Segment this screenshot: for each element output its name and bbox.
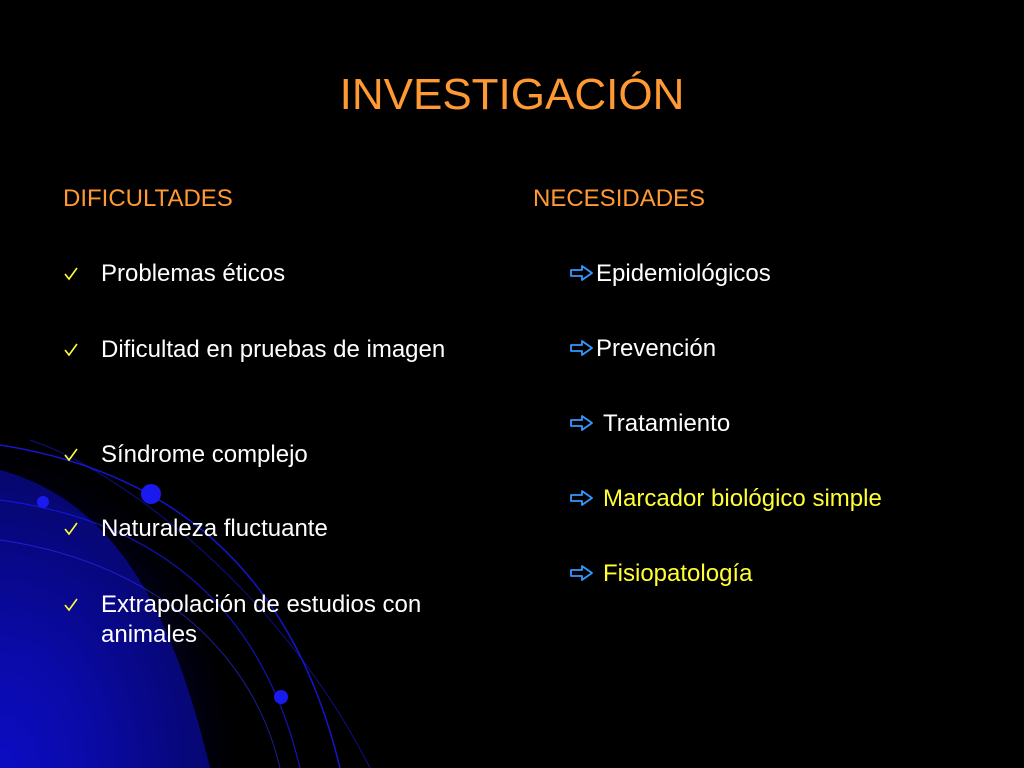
need-label: Fisiopatología xyxy=(603,560,753,587)
check-icon xyxy=(63,259,79,289)
check-icon xyxy=(63,335,79,365)
difficulties-heading: DIFICULTADES xyxy=(63,185,233,212)
decorative-dot xyxy=(37,496,49,508)
needs-heading: NECESIDADES xyxy=(533,185,706,212)
need-label: Tratamiento xyxy=(603,410,731,437)
difficulty-label: Síndrome complejo xyxy=(101,441,308,468)
difficulty-label: Naturaleza fluctuante xyxy=(101,515,328,542)
need-item xyxy=(570,259,771,289)
difficulty-label: Problemas éticos xyxy=(101,260,286,287)
need-label: Prevención xyxy=(596,335,717,362)
decorative-dot xyxy=(141,484,161,504)
need-item xyxy=(570,334,716,364)
arrow-right-icon xyxy=(570,490,594,506)
check-icon xyxy=(63,440,79,470)
arrow-right-icon xyxy=(570,340,594,356)
need-label: Epidemiológicos xyxy=(596,260,771,287)
difficulty-label: Extrapolación de estudios con animales xyxy=(101,591,422,648)
need-item xyxy=(570,484,882,514)
difficulty-label: Dificultad en pruebas de imagen xyxy=(101,336,446,363)
need-item xyxy=(570,559,752,589)
need-item xyxy=(570,409,730,439)
arrow-right-icon xyxy=(570,565,594,581)
need-label: Marcador biológico simple xyxy=(603,485,882,512)
check-icon xyxy=(63,514,79,544)
arrow-right-icon xyxy=(570,265,594,281)
check-icon xyxy=(63,590,79,620)
decorative-dot xyxy=(274,690,288,704)
arrow-right-icon xyxy=(570,415,594,431)
slide-title: INVESTIGACIÓN xyxy=(339,70,685,119)
